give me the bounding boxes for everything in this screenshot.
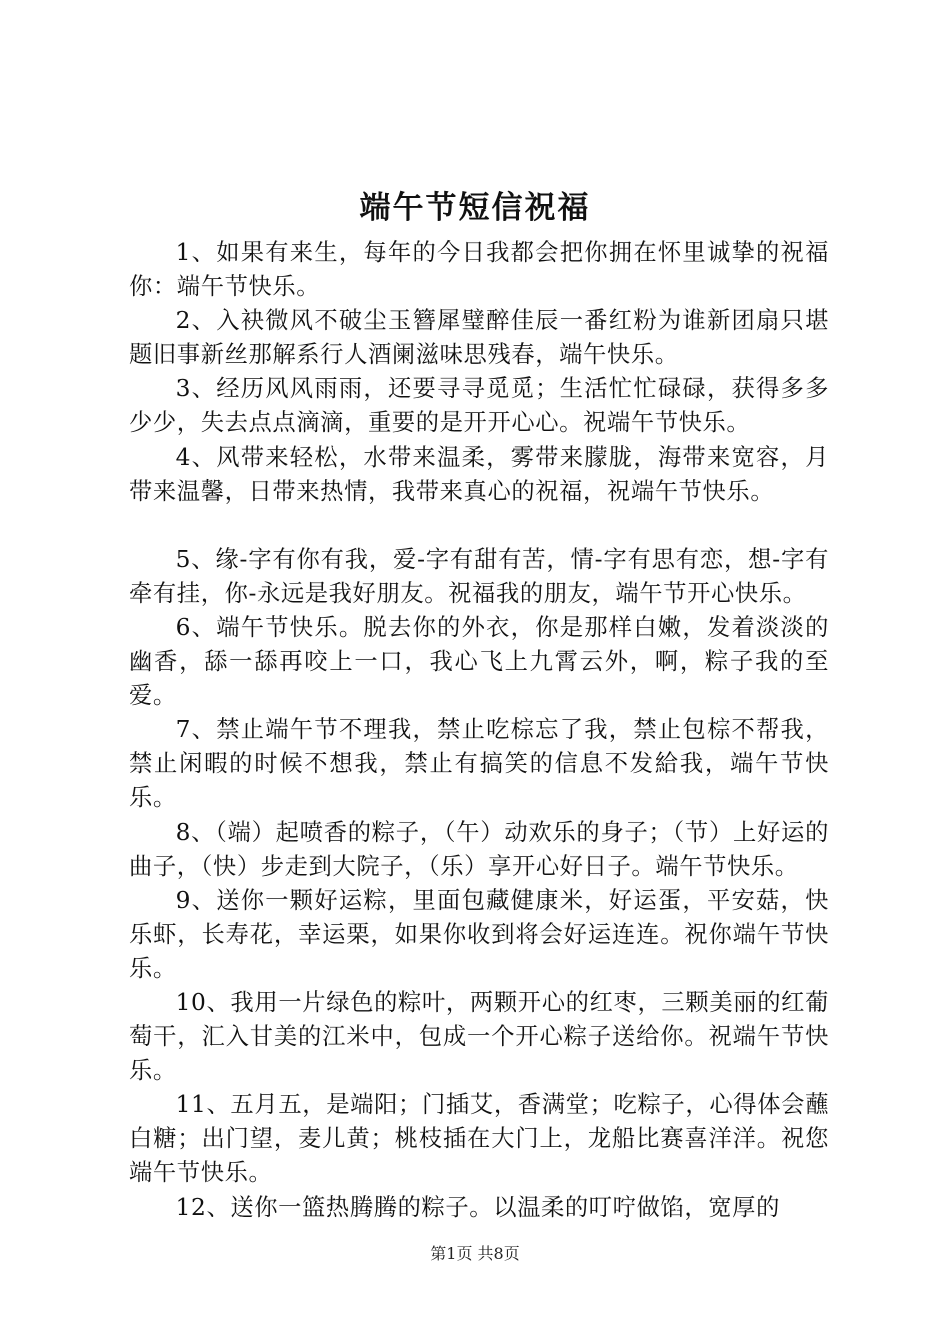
paragraph: 3、经历风风雨雨，还要寻寻觅觅；生活忙忙碌碌，获得多多少少，失去点点滴滴，重要的是开开心心。祝端午节快乐。	[129, 375, 829, 437]
paragraph: 6、端午节快乐。脱去你的外衣，你是那样白嫩，发着淡淡的幽香，舔一舔再咬上一口，我心飞上九霄云外，啊，粽子我的至爱。	[129, 613, 829, 710]
page-number-footer: 第1页 共8页	[430, 1244, 520, 1263]
paragraph: 9、送你一颗好运粽，里面包藏健康米，好运蛋，平安菇，快乐虾，长寿花，幸运栗，如果你收到将会好运连连。祝你端午节快乐。	[129, 886, 829, 982]
paragraph: 10、我用一片绿色的粽叶，两颗开心的红枣，三颗美丽的红葡萄干，汇入甘美的江米中，包成一个开心粽子送给你。祝端午节快乐。	[129, 988, 829, 1085]
paragraph: 2、入袂微风不破尘玉簪犀璧醉佳辰一番红粉为谁新团扇只堪题旧事新丝那解系行人酒阑滋味思残春，端午快乐。	[129, 307, 829, 369]
paragraph: 1、如果有来生，每年的今日我都会把你拥在怀里诚挚的祝福你：端午节快乐。	[129, 239, 829, 301]
paragraph: 12、送你一篮热腾腾的粽子。以温柔的叮咛做馅，宽厚的	[175, 1193, 780, 1221]
paragraph: 5、缘-字有你有我，爱-字有甜有苦，情-字有思有恋，想-字有牵有挂，你-永远是我好朋友。祝福我的朋友，端午节开心快乐。	[129, 545, 829, 607]
document-body	[129, 236, 829, 1225]
paragraph: 8、（端）起喷香的粽子，（午）动欢乐的身子；（节）上好运的曲子，（快）步走到大院子，（乐）享开心好日子。端午节快乐。	[129, 818, 829, 880]
document-title: 端午节短信祝福	[359, 190, 591, 226]
paragraph: 11、五月五，是端阳；门插艾，香满堂；吃粽子，心得体会蘸白糖；出门望，麦儿黄；桃枝插在大门上，龙船比赛喜洋洋。祝您端午节快乐。	[129, 1091, 829, 1187]
paragraph: 7、禁止端午节不理我，禁止吃棕忘了我，禁止包棕不帮我，禁止闲暇的时候不想我，禁止有搞笑的信息不发給我，端午节快乐。	[129, 716, 829, 812]
paragraph: 4、风带来轻松，水带来温柔，雾带来朦胧，海带来宽容，月带来温馨，日带来热情，我带来真心的祝福，祝端午节快乐。	[129, 443, 829, 505]
